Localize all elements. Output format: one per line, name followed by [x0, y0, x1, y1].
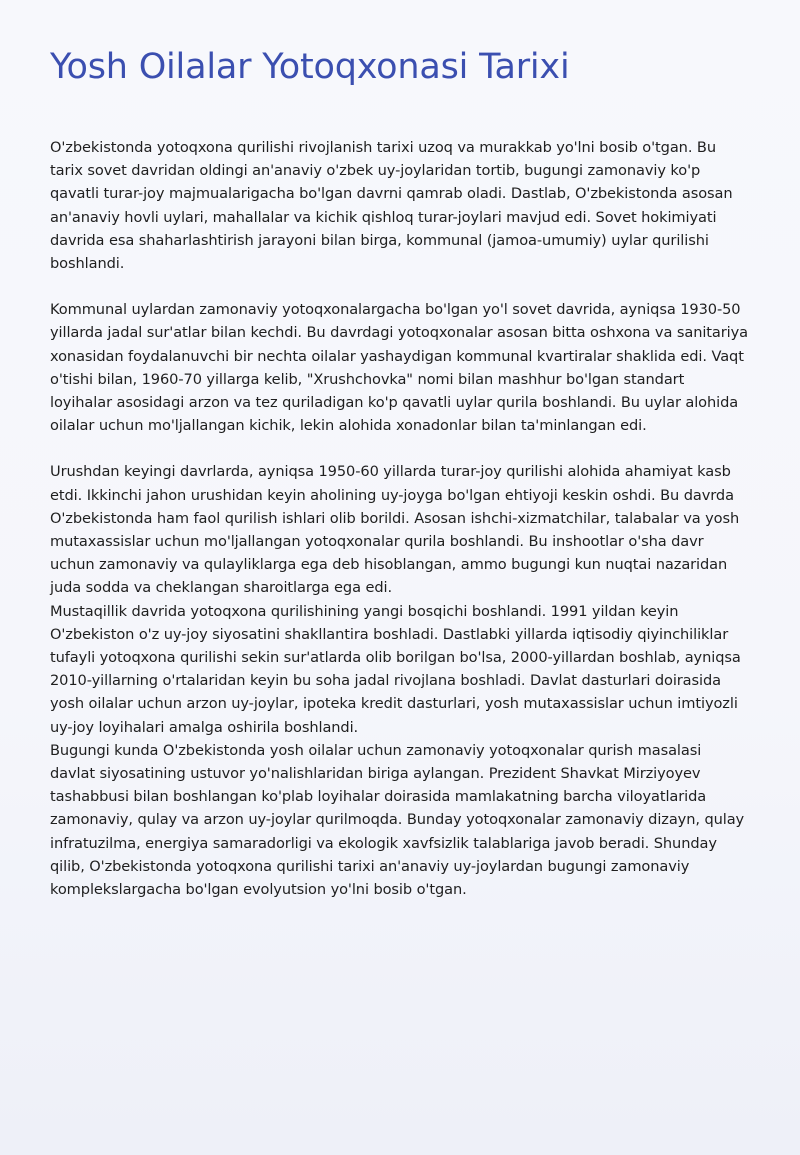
paragraph-communal-housing: Kommunal uylardan zamonaviy yotoqxonalargacha bo'lgan yo'l sovet davrida, ayniqsa 1930-50 yillarda jadal sur'atlar bilan kechdi. Bu davrdagi yotoqxonalar asosan bitta oshxona va sanitariya xonasidan foydalanuvchi bir nechta oilalar yashaydigan kommunal kvartiralar shaklida edi. Vaqt o'tishi bilan, 1960-70 yillarga kelib, "Xrushchovka" nomi bilan mashhur bo'lgan standart loyihalar asosidagi arzon va tez quriladigan ko'p qavatli uylar qurila boshlandi. Bu uylar alohida oilalar uchun mo'ljallangan kichik, lekin alohida xonadonlar bilan ta'minlangan edi. [50, 301, 749, 435]
paragraph-postwar: Urushdan keyingi davrlarda, ayniqsa 1950-60 yillarda turar-joy qurilishi alohida ahamiyat kasb etdi. Ikkinchi jahon urushidan keyin aholining uy-joyga bo'lgan ehtiyoji keskin oshdi. Bu davrda O'zbekistonda ham faol qurilish ishlari olib borildi. Asosan ishchi-xizmatchilar, talabalar va yosh mutaxassislar uchun mo'ljallangan yotoqxonalar qurila boshlandi. Bu inshootlar o'sha davr uchun zamonaviy va qulayliklarga ega deb hisoblangan, ammo bugungi kun nuqtai nazaridan juda sodda va cheklangan sharoitlarga ega edi. [50, 463, 740, 597]
page-title: Yosh Oilalar Yotoqxonasi Tarixi [50, 47, 570, 87]
paragraph-independence: Mustaqillik davrida yotoqxona qurilishining yangi bosqichi boshlandi. 1991 yildan keyin O'zbekiston o'z uy-joy siyosatini shakllantira boshladi. Dastlabki yillarda iqtisodiy qiyinchiliklar tufayli yotoqxona qurilishi sekin sur'atlarda olib borilgan bo'lsa, 2000-yillardan boshlab, ayniqsa 2010-yillarning o'rtalaridan keyin bu soha jadal rivojlana boshladi. Davlat dasturlari doirasida yosh oilalar uchun arzon uy-joylar, ipoteka kredit dasturlari, yosh mutaxassislar uchun imtiyozli uy-joy loyihalari amalga oshirila boshlandi. [50, 602, 741, 736]
paragraph-today: Bugungi kunda O'zbekistonda yosh oilalar uchun zamonaviy yotoqxonalar qurish masalasi davlat siyosatining ustuvor yo'nalishlaridan biriga aylangan. Prezident Shavkat Mirziyoyev tashabbusi bilan boshlangan ko'plab loyihalar doirasida mamlakatning barcha viloyatlarida zamonaviy, qulay va arzon uy-joylar qurilmoqda. Bunday yotoqxonalar zamonaviy dizayn, qulay infratuzilma, energiya samaradorligi va ekologik xavfsizlik talablariga javob beradi. Shunday qilib, O'zbekistonda yotoqxona qurilishi tarixi an'anaviy uy-joylardan bugungi zamonaviy komplekslargacha bo'lgan evolyutsion yo'lni bosib o'tgan. [50, 741, 745, 899]
paragraph-intro: O'zbekistonda yotoqxona qurilishi rivojlanish tarixi uzoq va murakkab yo'lni bosib o'tgan. Bu tarix sovet davridan oldingi an'anaviy o'zbek uy-joylaridan tortib, bugungi zamonaviy ko'p qavatli turar-joy majmualarigacha bo'lgan davrni qamrab oladi. Dastlab, O'zbekistonda asosan an'anaviy hovli uylari, mahallalar va kichik qishloq turar-joylari mavjud edi. Sovet hokimiyati davrida esa shaharlashtirish jarayoni bilan birga, kommunal (jamoa-umumiy) uylar qurilishi boshlandi. [50, 139, 733, 273]
